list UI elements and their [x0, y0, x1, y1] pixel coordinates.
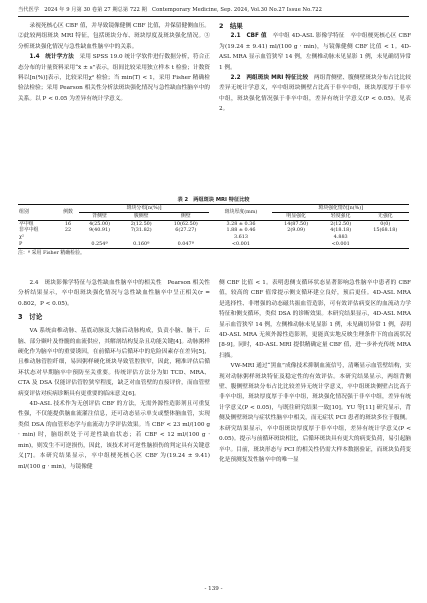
result-cbf-body: 卒中组 4D-ASL 影像学特征 卒中组梗死核心区 CBF 为(19.24 ± 9.41) ml/(100 g · min)，与镜像健侧 CBF 比值 < 1。4D-ASL MRA 显示血管狭窄 14 例，左侧椎动脉未见显影 1 例，未见确切异常 1 例。: [219, 33, 412, 71]
discussion-paragraph-3: 侧 CBF 比值 < 1。表明患侧支循环状态显著影响急性脑卒中患者的 CBF 值，较高的 CBF 值常提示侧支循环建立良好，预后更佳。4D-ASL MRA 是选择性、非增强的动态磁共振血管造影，可有效评估病变区的血流动力学特征和侧支循环，类似 DSA 的诊断效果。本研究结果显示，4D-ASL MRA 显示血管狭窄 14 例，左侧椎动脉未见显影 1 例，未见确切异常 1 例，表明 4D-ASL MRA 无须外源性造影剂，更能真实地反映生理条件下的血流状况[8-9]。同时，4D-ASL MRI 提供精确定量 CBF 值，进一步补充传统 MRA 扫描。: [219, 280, 411, 359]
column-group-enhancement: 斑块强化情况[n(%)]: [272, 205, 409, 213]
table-cell: 0(0): [380, 220, 391, 227]
column-header-thickness: 斑块厚度(mm): [209, 205, 272, 221]
table-caption: 表 2 两组斑块 MRI 特征比较: [177, 197, 250, 203]
table-cell: 15(68.18): [373, 227, 398, 234]
column-header-group: 组别: [18, 205, 57, 221]
table-row: [18, 241, 409, 248]
discussion-paragraph-4: VW-MRI 通过“黑血”成像技术抑制血流信号，清晰显示血管壁结构，实现对动脉粥样斑块特征及稳定性的有效评估。本研究结果显示，两组背侧壁、腹侧壁斑块分布占比比较差异无统计学意义，卒中组斑块侧壁占比高于非卒中组，斑块厚度厚于非卒中组，斑块强化情况强于非卒中组，差异有统计学意义(P < 0.05)，与既往研究结果一致[10]。YU 等[11] 研究显示，背侧及侧壁斑块与症状性脑卒中相关，而无症状 PCI 患者的斑块多位于腹侧。本研究结果显示，卒中组斑块厚度厚于非卒中组，差异有统计学意义(P < 0.05)。提示与前循环斑块相比，后循环斑块具有更大的病变负荷，易引起脑卒中。目前，斑块形态与 PCI 的相关性仍需大样本数据验证，而斑块负荷变化是预测复发性脑卒中的唯一显: [219, 363, 411, 463]
column-header-dorsal: 背侧壁: [79, 212, 121, 220]
column-group-distribution: 斑块分布[n(%)]: [79, 205, 210, 213]
page-number: - 139 -: [204, 586, 223, 592]
table-cell: <0.001: [209, 241, 272, 248]
right-column-top: [219, 21, 411, 115]
table-cell: 0.254ª: [79, 241, 121, 248]
column-header-ventral: 腹侧壁: [120, 212, 162, 220]
table-cell: 2(12.50): [330, 220, 352, 227]
results-heading: 2 结果: [219, 22, 243, 30]
result-mri-heading: 2.2 两组斑块 MRI 特征比较: [230, 75, 309, 82]
column-header-count: 例数: [57, 205, 78, 221]
column-header-lateral: 侧壁: [162, 212, 209, 220]
table-cell: 4(18.18): [330, 227, 352, 234]
statistics-body: 采用 SPSS 19.0 统计学软件进行数据分析，符合正态分布的计量资料采用“x̄ ± s”表示，组间比较采用独立样本 t 检验；计数资料以[n(%)]表示，比较采用χ² 检验；当 min(T) < 1，采用 Fisher 精确检验法检验；采用 Pearson 相关性分析法斑块强化情况与急性缺血性脑卒中的关系。以 P < 0.05 为差异有统计学意义。: [18, 54, 210, 102]
left-column-top: [18, 21, 210, 104]
table-cell: [57, 234, 78, 241]
table-row: [18, 227, 409, 234]
table-cell: 非卒中组: [19, 227, 39, 234]
table-cell: 10(62.50): [173, 220, 198, 227]
discussion-paragraph-2: 4D-ASL 技术作为无创评估 CBF 的方法，无需外源性造影剂且可重复性强，不仅能提供脑血流灌注信息，还可动态显示单支或整体脑血管，实现类似 DSA 的血管形态学与血流动力学评估效果。当 CBF < 23 ml/(100 g · min) 时，脑组织处于可逆性缺血状态；若 CBF < 12 ml/(100 g · min)，则发生不可逆损伤，因此，该技术对可逆性脑损伤的判定具有关键意义[7]。本研究结果显示，卒中组梗死核心区 CBF 为(19.24 ± 9.41) ml/(100 g · min)，与镜像健: [18, 401, 210, 470]
result-mri-body: 两组背侧壁、腹侧壁斑块分布占比比较差异无统计学意义，卒中组斑块侧壁占比高于非卒中组，斑块厚度厚于非卒中组，斑块强化情况强于非卒中组，差异有统计学意义(P < 0.05)。见表 2。: [219, 75, 411, 113]
table-cell: [272, 241, 319, 248]
table-cell: 0.047ª: [162, 241, 209, 248]
table-cell: [362, 234, 409, 241]
table-cell: 7(31.82): [130, 227, 152, 234]
method-paragraph: 录视死核心区 CBF 值，并导致镜像健侧 CBF 比值，并保留健侧血压。②此较两组斑块 MRI 特征，包括斑块分布、斑块厚度及斑块强化情况。③分析斑块强化情况与急性缺血性脑卒中的关系。: [18, 23, 210, 50]
result-mri-paragraph: [219, 73, 411, 115]
left-column-bottom: [18, 278, 210, 472]
table-2: [18, 196, 409, 257]
table-cell: [57, 241, 78, 248]
result-cbf-paragraph: [219, 31, 411, 73]
table-cell: 卒中组: [19, 220, 34, 227]
header-divider: [18, 16, 409, 17]
result-cbf-heading: 2.1 CBF 值: [230, 33, 267, 40]
correlation-paragraph: 2.4 斑块影像学特征与急性缺血性脑卒中的相关性 Pearson 相关性分析结果显示，卒中组斑块强化情况与急性缺血性脑卒中呈正相关(r = 0.802，P < 0.05)。: [18, 280, 210, 307]
table-cell: 6(27.27): [175, 227, 197, 234]
column-header-marked: 明显强化: [272, 212, 319, 220]
table-cell: [79, 234, 121, 241]
table-cell: 4.883: [333, 234, 348, 241]
table-cell: 4(25.00): [89, 220, 110, 227]
table-footnote: 注：ª 采用 Fisher 精确检验。: [18, 249, 85, 256]
table-cell: [362, 241, 409, 248]
column-header-mild: 轻度强化: [320, 212, 362, 220]
table-cell: 14(87.50): [284, 220, 309, 227]
table-cell: 3.28 ± 0.36: [226, 220, 256, 227]
table-cell: 1.88 ± 0.46: [226, 227, 256, 234]
table-cell: 2(12.50): [130, 220, 152, 227]
table-cell: <0.001: [320, 241, 362, 248]
discussion-heading: 3 讨论: [18, 313, 43, 322]
table-cell: 22: [64, 227, 72, 234]
table-cell: P: [18, 241, 57, 248]
running-head: 当代医学 2024 年 9 月第 30 卷第 27 期总第 722 期 Contemporary Medicine, Sep. 2024, Vol.30 No.27 Issue No.722: [18, 7, 322, 13]
table-cell: 2(9.09): [287, 227, 306, 234]
right-column-bottom: [219, 278, 411, 465]
table-cell: [120, 234, 162, 241]
statistics-paragraph: [18, 52, 210, 104]
table-cell: 16: [64, 220, 72, 227]
table-cell: [272, 234, 319, 241]
table-cell: [162, 234, 209, 241]
column-header-none: 无强化: [362, 212, 409, 220]
discussion-paragraph-1: VA 系统由椎动脉、基底动脉及大脑后动脉构成，负责小脑、脑干、丘脑、部分颞叶及脊髓的血流供应，其解剖结构复杂且功能关键[4]。动脉粥样硬化作为脑卒中的重要诱因，在前循环与后循环中的危险因素存在差异[5]，且椎动脉管腔纤细，易因粥样硬化斑块导致管腔狭窄，因此，精准评估后循环状态对早期脑卒中预防至关重要。传统评估方法分为如 TCD、MRA、CTA 及 DSA 仅能评估管腔狭窄程度，缺乏对血管壁的直接评价，而血管壁病变评估对疾病诊断具有更重要的临床意义[6]。: [18, 328, 210, 397]
statistics-heading: 1.4 统计学方法: [29, 54, 74, 61]
table-cell: 3.613: [233, 234, 248, 241]
table-cell: 9(40.91): [89, 227, 110, 234]
table-cell: 0.160ª: [120, 241, 162, 248]
mri-feature-table: [18, 204, 409, 249]
table-cell: χ²: [19, 234, 24, 241]
table-row: [18, 234, 409, 241]
